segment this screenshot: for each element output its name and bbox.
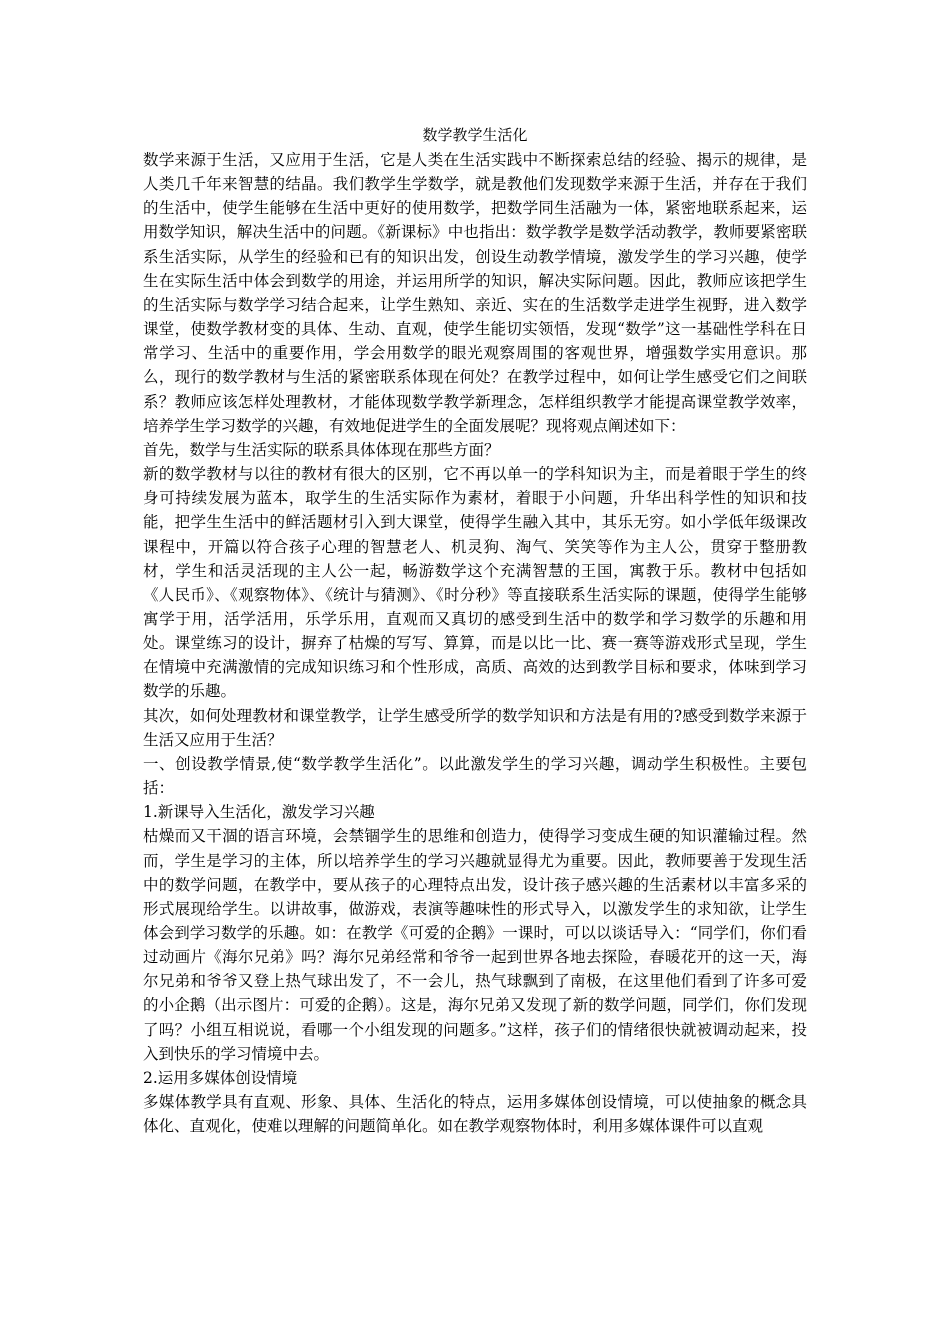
document-body [143,124,807,1138]
document-title: 数学教学生活化 [422,126,528,144]
subsection-heading-1: 1.新课导入生活化，激发学习兴趣 [143,803,375,822]
question-heading-1: 首先，数学与生活实际的联系具体体现在那些方面？ [143,440,500,459]
intro-paragraph: 数学来源于生活，又应用于生活，它是人类在生活实践中不断探索总结的经验、揭示的规律，是人类几千年来智慧的结晶。我们教学生学数学，就是教他们发现数学来源于生活，并存在于我们的生活中，使学生能够在生活中更好的使用数学，把数学同生活融为一体，紧密地联系起来，运用数学知识，解决生活中的问题。《新课标》中也指出：数学教学是数学活动教学，教师要紧密联系生活实际，从学生的经验和已有的知识出发，创设生动教学情境，激发学生的学习兴趣，使学生在实际生活中体会到数学的用途，并运用所学的知识，解决实际问题。因此，教师应该把学生的生活实际与数学学习结合起来，让学生熟知、亲近、实在的生活数学走进学生视野，进入数学课堂，使数学教材变的具体、生动、直观，使学生能切实领悟，发现“数学”这一基础性学科在日常学习、生活中的重要作用，学会用数学的眼光观察周围的客观世界，增强数学实用意识。那么，现行的数学教材与生活的紧密联系体现在何处？在教学过程中，如何让学生感受它们之间联系？教师应该怎样处理教材，才能体现数学教学新理念，怎样组织教学才能提高课堂教学效率，培养学生学习数学的兴趣，有效地促进学生的全面发展呢？现将观点阐述如下： [143,151,807,435]
multimedia-paragraph: 多媒体教学具有直观、形象、具体、生活化的特点，运用多媒体创设情境，可以使抽象的概念具体化、直观化，使难以理解的问题简单化。如在教学观察物体时，利用多媒体课件可以直观 [143,1093,807,1136]
lesson-intro-paragraph: 枯燥而又干涸的语言环境，会禁锢学生的思维和创造力，使得学习变成生硬的知识灌输过程。然而，学生是学习的主体，所以培养学生的学习兴趣就显得尤为重要。因此，教师要善于发现生活中的数学问题，在教学中，要从孩子的心理特点出发，设计孩子感兴趣的生活素材以丰富多采的形式展现给学生。以讲故事，做游戏，表演等趣味性的形式导入，以激发学生的求知欲，让学生体会到学习数学的乐趣。如：在教学《可爱的企鹅》一课时，可以以谈话导入：“同学们，你们看过动画片《海尔兄弟》吗？海尔兄弟经常和爷爷一起到世界各地去探险，春暖花开的这一天，海尔兄弟和爷爷又登上热气球出发了，不一会儿，热气球飘到了南极，在这里他们看到了许多可爱的小企鹅（出示图片：可爱的企鹅）。这是，海尔兄弟又发现了新的数学问题，同学们，你们发现了吗？小组互相说说，看哪一个小组发现的问题多。”这样，孩子们的情绪很快就被调动起来，投入到快乐的学习情境中去。 [143,827,807,1063]
subsection-heading-2: 2.运用多媒体创设情境 [143,1068,298,1087]
section-heading-1: 一、创设教学情景,使“数学教学生活化”。以此激发学生的学习兴趣，调动学生积极性。主要包括： [143,754,807,798]
textbook-paragraph: 新的数学教材与以往的教材有很大的区别，它不再以单一的学科知识为主，而是着眼于学生的终身可持续发展为蓝本，取学生的生活实际作为素材，着眼于小问题，升华出科学性的知识和技能，把学生生活中的鲜活题材引入到大课堂，使得学生融入其中，其乐无穷。如小学低年级课改课程中，开篇以符合孩子心理的智慧老人、机灵狗、淘气、笑笑等作为主人公，贯穿于整册教材，学生和活灵活现的主人公一起，畅游数学这个充满智慧的王国，寓教于乐。教材中包括如《人民币》、《观察物体》、《统计与猜测》、《时分秒》等直接联系生活实际的课题，使得学生能够寓学于用，活学活用，乐学乐用，直观而又真切的感受到生活中的数学和学习数学的乐趣和用处。课堂练习的设计，摒弃了枯燥的写写、算算，而是以比一比、赛一赛等游戏形式呈现，学生在情境中充满激情的完成知识练习和个性形成，高质、高效的达到教学目标和要求，体味到学习数学的乐趣。 [143,465,807,701]
question-heading-2: 其次，如何处理教材和课堂教学，让学生感受所学的数学知识和方法是有用的?感受到数学来源于生活又应用于生活？ [143,706,807,749]
